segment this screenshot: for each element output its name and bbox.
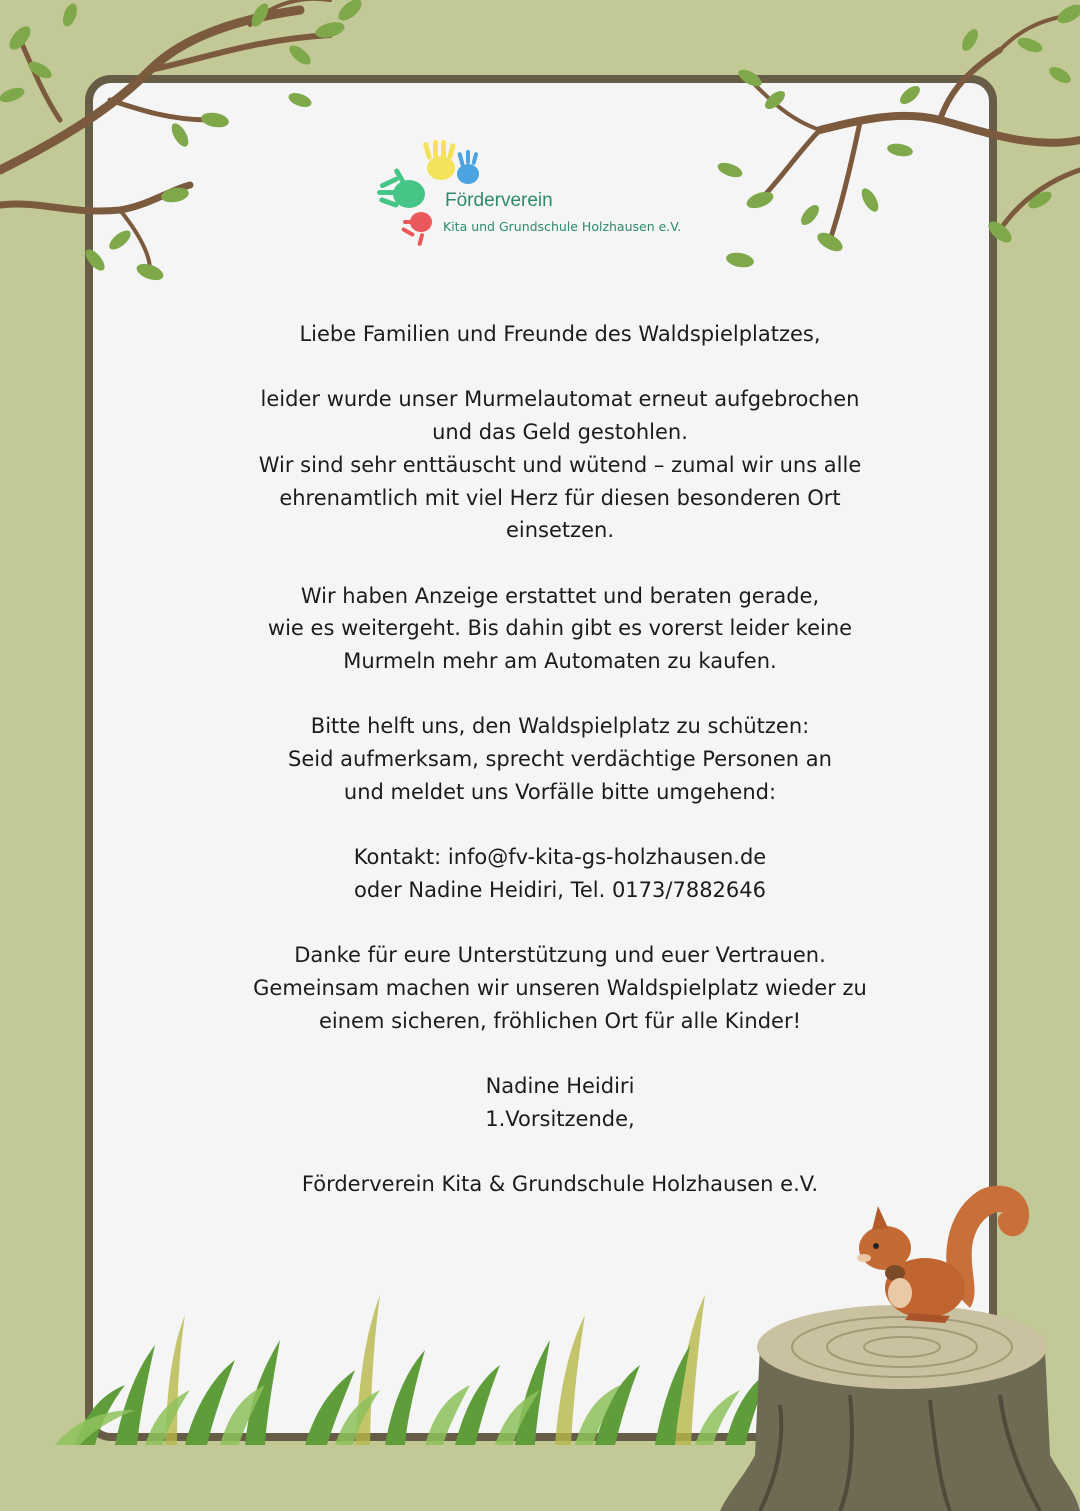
para3-line3: und meldet uns Vorfälle bitte umgehend: xyxy=(343,779,777,804)
para1-line5: einsetzen. xyxy=(505,518,615,543)
para2-line2: wie es weitergeht. Bis dahin gibt es vorerst leider keine xyxy=(267,616,853,641)
para1-line3: Wir sind sehr enttäuscht und wütend – zumal wir uns alle xyxy=(258,452,862,477)
logo-subtitle: Kita und Grundschule Holzhausen e.V. xyxy=(443,219,682,234)
contact-line1: Kontakt: info@fv-kita-gs-holzhausen.de xyxy=(353,845,767,870)
logo xyxy=(375,138,705,248)
greeting: Liebe Familien und Freunde des Waldspielplatzes, xyxy=(299,322,821,346)
para1-line2: und das Geld gestohlen. xyxy=(432,420,688,445)
letter-body xyxy=(210,318,910,1201)
para3-line1: Bitte helft uns, den Waldspielplatz zu schützen: xyxy=(310,714,810,739)
signature-name: Nadine Heidiri xyxy=(485,1074,635,1099)
para4-line2: Gemeinsam machen wir unseren Waldspielplatz wieder zu xyxy=(253,975,867,1000)
para3-line2: Seid aufmerksam, sprecht verdächtige Personen an xyxy=(288,747,832,772)
signature-role: 1.Vorsitzende, xyxy=(485,1106,635,1131)
para4-line3: einem sicheren, fröhlichen Ort für alle Kinder! xyxy=(318,1008,801,1033)
para2-line3: Murmeln mehr am Automaten zu kaufen. xyxy=(343,649,777,673)
para1-line1: leider wurde unser Murmelautomat erneut aufgebrochen xyxy=(260,387,860,412)
logo-title: Förderverein xyxy=(445,190,553,211)
contact-line2: oder Nadine Heidiri, Tel. 0173/7882646 xyxy=(354,877,766,902)
para2-line1: Wir haben Anzeige erstattet und beraten gerade, xyxy=(300,583,820,608)
para4-line1: Danke für eure Unterstützung und euer Vertrauen. xyxy=(294,943,826,968)
para1-line4: ehrenamtlich mit viel Herz für diesen besonderen Ort xyxy=(279,485,841,510)
organization: Förderverein Kita & Grundschule Holzhausen e.V. xyxy=(301,1172,819,1197)
